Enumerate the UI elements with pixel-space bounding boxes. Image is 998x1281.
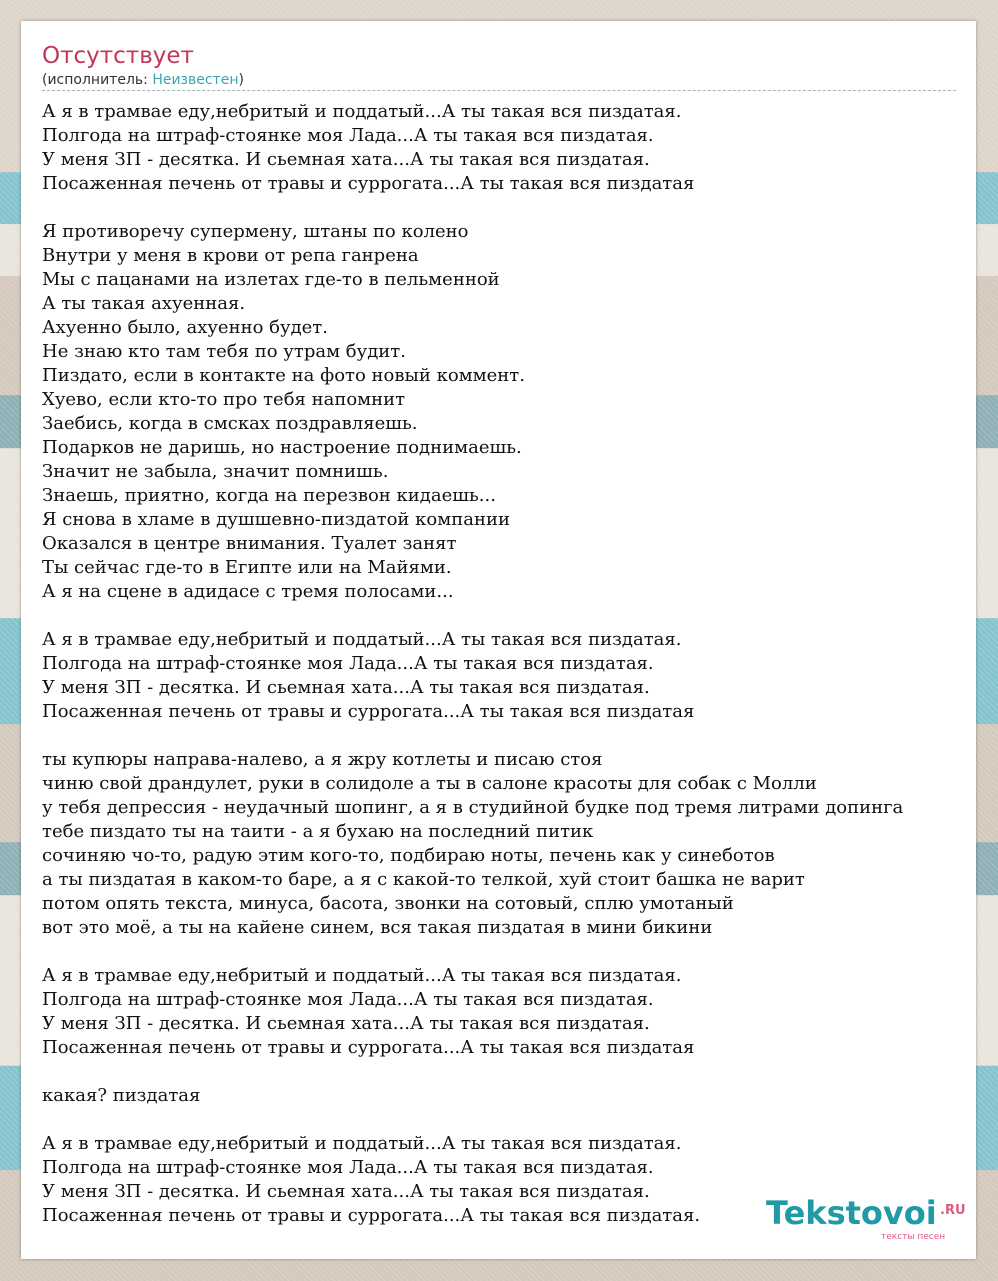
logo-wordmark: Tekstovoi — [766, 1194, 937, 1232]
lyric-line: А я в трамвае еду,небритый и поддатый...А ты такая вся пиздатая. — [42, 101, 682, 122]
lyric-line: какая? пиздатая — [42, 1085, 201, 1106]
lyric-line: У меня ЗП - десятка. И сьемная хата...А ты такая вся пиздатая. — [42, 677, 650, 698]
lyric-line: потом опять текста, минуса, басота, звонки на сотовый, сплю умотаный — [42, 893, 734, 914]
logo-domain: .RU — [940, 1203, 966, 1218]
lyric-line: Посаженная печень от травы и суррогата...А ты такая вся пиздатая. — [42, 1205, 701, 1226]
lyric-line: чиню свой драндулет, руки в солидоле а ты в салоне красоты для собак с Молли — [42, 773, 817, 794]
logo-tagline: тексты песен — [881, 1232, 946, 1242]
performer-line — [42, 71, 244, 89]
lyric-line: Ахуенно было, ахуенно будет. — [42, 317, 328, 338]
stanza-gap — [42, 604, 998, 628]
lyric-line: Я противоречу супермену, штаны по колено — [42, 221, 469, 242]
lyric-line: Оказался в центре внимания. Туалет занят — [42, 533, 457, 554]
site-logo[interactable] — [766, 1193, 976, 1255]
song-title: Отсутствует — [42, 43, 194, 69]
performer-suffix: ) — [238, 72, 244, 88]
lyric-line: Я снова в хламе в душшевно-пиздатой компании — [42, 509, 510, 530]
performer-prefix: (исполнитель: — [42, 72, 153, 88]
lyric-line: Внутри у меня в крови от репа ганрена — [42, 245, 419, 266]
lyric-line: Полгода на штраф-стоянке моя Лада...А ты такая вся пиздатая. — [42, 1157, 654, 1178]
lyric-line: Посаженная печень от травы и суррогата...А ты такая вся пиздатая — [42, 173, 695, 194]
lyric-line: вот это моё, а ты на кайене синем, вся такая пиздатая в мини бикини — [42, 917, 713, 938]
performer-link[interactable]: Неизвестен — [152, 72, 239, 88]
stanza-gap — [42, 1060, 998, 1084]
lyric-line: У меня ЗП - десятка. И сьемная хата...А ты такая вся пиздатая. — [42, 149, 650, 170]
lyric-line: Посаженная печень от травы и суррогата...А ты такая вся пиздатая — [42, 701, 695, 722]
lyric-line: Посаженная печень от травы и суррогата...А ты такая вся пиздатая — [42, 1037, 695, 1058]
lyric-line: Значит не забыла, значит помнишь. — [42, 461, 389, 482]
lyric-line: Ты сейчас где-то в Египте или на Майями. — [42, 557, 452, 578]
stanza-gap — [42, 724, 998, 748]
lyric-line: А я в трамвае еду,небритый и поддатый...А ты такая вся пиздатая. — [42, 965, 682, 986]
lyrics-text — [42, 100, 998, 1228]
lyric-line: Мы с пацанами на излетах где-то в пельменной — [42, 269, 500, 290]
lyric-line: Полгода на штраф-стоянке моя Лада...А ты такая вся пиздатая. — [42, 653, 654, 674]
lyric-line: Полгода на штраф-стоянке моя Лада...А ты такая вся пиздатая. — [42, 989, 654, 1010]
lyric-line: Не знаю кто там тебя по утрам будит. — [42, 341, 406, 362]
lyric-line: У меня ЗП - десятка. И сьемная хата...А ты такая вся пиздатая. — [42, 1013, 650, 1034]
lyric-line: Заебись, когда в смсках поздравляешь. — [42, 413, 418, 434]
lyric-line: у тебя депрессия - неудачный шопинг, а я в студийной будке под тремя литрами допинга — [42, 797, 904, 818]
lyric-line: А ты такая ахуенная. — [42, 293, 246, 314]
lyric-line: У меня ЗП - десятка. И сьемная хата...А ты такая вся пиздатая. — [42, 1181, 650, 1202]
title-divider — [42, 90, 956, 91]
lyric-line: А я в трамвае еду,небритый и поддатый...А ты такая вся пиздатая. — [42, 1133, 682, 1154]
lyric-line: А я на сцене в адидасе с тремя полосами... — [42, 581, 454, 602]
lyrics-card — [21, 21, 976, 1259]
lyric-line: А я в трамвае еду,небритый и поддатый...А ты такая вся пиздатая. — [42, 629, 682, 650]
lyric-line: Полгода на штраф-стоянке моя Лада...А ты такая вся пиздатая. — [42, 125, 654, 146]
lyric-line: сочиняю чо-то, радую этим кого-то, подбираю ноты, печень как у синеботов — [42, 845, 775, 866]
stanza-gap — [42, 196, 998, 220]
stanza-gap — [42, 1108, 998, 1132]
lyric-line: Хуево, если кто-то про тебя напомнит — [42, 389, 406, 410]
stanza-gap — [42, 940, 998, 964]
lyric-line: ты купюры направа-налево, а я жру котлеты и писаю стоя — [42, 749, 603, 770]
lyric-line: Подарков не даришь, но настроение поднимаешь. — [42, 437, 522, 458]
lyric-line: а ты пиздатая в каком-то баре, а я с какой-то телкой, хуй стоит башка не варит — [42, 869, 805, 890]
lyric-line: тебе пиздато ты на таити - а я бухаю на последний питик — [42, 821, 594, 842]
lyric-line: Знаешь, приятно, когда на перезвон кидаешь... — [42, 485, 496, 506]
lyric-line: Пиздато, если в контакте на фото новый коммент. — [42, 365, 525, 386]
